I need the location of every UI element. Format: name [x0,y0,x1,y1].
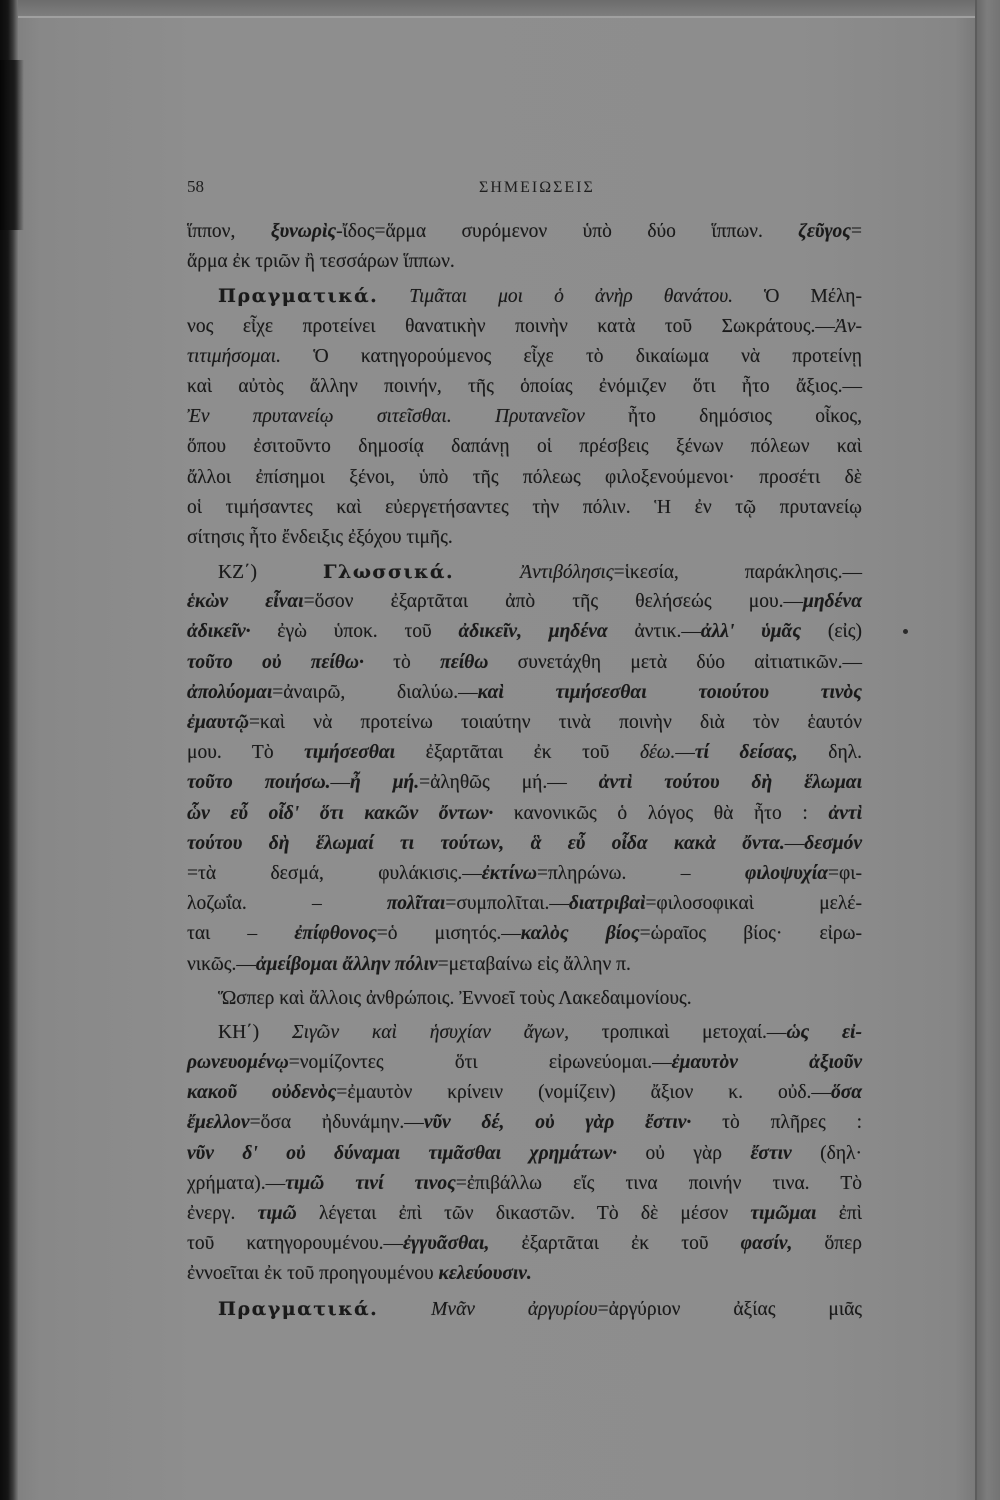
text-run: =ὅσον ἐξαρτᾶται ἀπὸ τῆς θελήσεώς μου.— [303,591,803,613]
text-line [187,1018,862,1048]
bold-italic-term: καλὸς βίος [520,923,640,945]
text-line [187,1078,862,1108]
text-run: ΚΖ΄) [218,562,324,584]
bold-italic-term: τιμῶ [257,1203,297,1224]
text-line [187,342,862,372]
text-run: λέγεται ἐπὶ τῶν δικαστῶν. Τὸ δὲ μέσον [296,1203,751,1224]
text-line [187,1259,862,1289]
italic-term: Ἐν πρυτανείῳ σιτεῖσθαι. Πρυτανεῖον [187,406,585,428]
bold-italic-term: ἦ μή. [350,772,420,794]
text-run: μου. Τὸ [187,742,305,764]
text-line [187,1199,862,1229]
text-line [187,617,862,647]
text-run: (δηλ· [791,1142,862,1164]
bold-italic-term: ζεῦγος [798,221,851,242]
bold-italic-term: ἐγγυᾶσθαι, [403,1233,490,1255]
italic-term: δέω. [639,742,676,764]
text-run: ὅπου ἐσιτοῦντο δημοσίᾳ δαπάνῃ οἱ πρέσβεις ξένων πόλεων καὶ [187,436,862,458]
text-line [187,1139,862,1169]
text-line [187,919,862,949]
bold-italic-term: καὶ τιμήσεσθαι τοιούτου τινὸς [477,681,862,703]
bold-italic-term: νῦν δέ, οὐ γὰρ ἔστιν· [423,1112,692,1134]
bold-italic-term: νῦν δ' οὐ δύναμαι τιμᾶσθαι χρημάτων· [187,1142,618,1164]
text-run: ἐγὼ ὑποκ. τοῦ [250,621,459,643]
text-run: =συμπολῖται.— [445,893,569,915]
text-run: — [675,742,695,764]
text-run: νος εἶχε προτείνει θανατικὴν ποινὴν κατὰ τοῦ Σωκράτους.— [187,315,835,337]
paragraph [187,217,862,277]
bold-italic-term: ὅσα [830,1082,862,1104]
bold-italic-term: πολῖται [386,893,446,915]
ink-speck [903,629,908,634]
text-run: =μεταβαίνω εἰς ἄλλην π. [437,953,631,975]
text-run: καὶ αὐτὸς ἄλλην ποινήν, τῆς ὁποίας ἐνόμιζεν ὅτι ἦτο ἄξιος.— [187,375,862,397]
italic-term: Μνᾶν ἀργυρίου [378,1298,598,1320]
text-run: ἐξαρτᾶται ἐκ τοῦ [395,742,640,764]
text-run: =ἱκεσία, παράκλησις.— [613,562,862,584]
text-run: ἦτο δημόσιος οἶκος, [584,406,862,428]
text-line [187,1229,862,1259]
text-line [187,950,862,980]
text-run: ἐπὶ [816,1203,863,1224]
text-run: τροπικαὶ μετοχαί.— [568,1021,787,1043]
text-line [187,708,862,738]
bold-italic-term: ἀπολύομαι [187,681,273,703]
bold-italic-term: ὧν εὖ οἶδ' ὅτι κακῶν ὄντων· [187,802,494,824]
text-run: ἐνεργ. [187,1203,258,1224]
bold-italic-term: τοῦτο οὐ πείθω· [187,651,364,673]
text-run: Ὁ κατηγορούμενος εἶχε τὸ δικαίωμα νὰ προτείνῃ [280,345,862,367]
paragraph [187,1294,862,1324]
paragraph [187,984,862,1014]
paragraph [187,557,862,980]
text-run: (εἰς) [801,621,862,643]
text-line [187,1108,862,1138]
page-edge-shadow [0,60,24,230]
page-number: 58 [187,177,204,196]
text-run: =νομίζοντες ὅτι εἰρωνεύομαι.— [288,1052,672,1074]
text-run: συνετάχθη μετὰ δύο αἰτιατικῶν.— [488,651,862,673]
text-run: τὸ [363,651,441,673]
paragraph [187,1018,862,1290]
text-line [187,768,862,798]
text-run: ἀντικ.— [607,621,701,643]
text-run: ΚΗ΄) [218,1021,292,1043]
text-run: τοῦ κατηγορουμένου.— [187,1233,404,1255]
bold-italic-term: ἑκὼν εἶναι [187,591,304,613]
text-run: ἵππον, [187,221,271,242]
text-run: ὅπερ [792,1233,862,1255]
bold-italic-term: ἀντὶ τούτου δὴ ἕλωμαι [598,772,862,794]
text-line [187,678,862,708]
text-line [187,859,862,889]
text-run: =ἐμαυτὸν κρίνειν (νομίζειν) ἄξιον κ. οὐδ.— [336,1082,831,1104]
text-run: ἄλλοι ἐπίσημοι ξένοι, ὑπὸ τῆς πόλεως φιλοξενούμενοι· προσέτι δὲ [187,466,862,488]
text-line [187,1294,862,1324]
text-run: ται – [187,923,295,945]
bold-italic-term: μηδένα [803,591,862,613]
text-run: ἐννοεῖται ἐκ τοῦ προηγουμένου [187,1263,439,1285]
text-run: οὐ γὰρ [617,1142,751,1164]
text-line [187,312,862,342]
bold-italic-term: ἔστιν [750,1142,792,1164]
bold-italic-term: τιμῶμαι [750,1203,817,1224]
italic-term: Τιμᾶται μοι ὁ ἀνὴρ θανάτου. [378,286,734,308]
bold-italic-term: δεσμόν [804,832,862,854]
bold-italic-term: ἀδικεῖν, μηδένα [458,621,608,643]
text-run: δηλ. [797,742,863,764]
text-run: =ὅσα ἠδυνάμην.— [249,1112,424,1134]
section-heading: Πραγματικά. [218,1297,379,1320]
bold-italic-term: ἐπίφθονος [294,923,377,945]
text-line [187,281,862,311]
bold-italic-term: τιμήσεσθαι [304,742,396,764]
bold-italic-term: πείθω [440,651,489,673]
section-heading: Γλωσσικά. [323,561,455,584]
bold-italic-term: τούτου δὴ ἕλωμαί τι τούτων, ἃ εὖ οἶδα κακὰ ὄντα. [187,832,785,854]
text-run: =φιλοσοφικαὶ μελέ- [645,893,862,915]
text-run: — [330,772,351,794]
text-run: κανονικῶς ὁ λόγος θὰ ἦτο : [493,802,829,824]
text-run: νικῶς.— [187,953,256,975]
text-line [187,799,862,829]
text-line [187,648,862,678]
text-run: =πληρώνω. – [536,862,745,884]
text-line [187,493,862,523]
text-line [187,217,862,247]
running-title: ΣΗΜΕΙΩΣΕΙΣ [479,179,595,196]
text-line [187,1169,862,1199]
text-run: =ὁ μισητός.— [376,923,521,945]
text-run: χρήματα).— [187,1172,286,1194]
text-run: — [784,832,805,854]
text-run: =ὡραῖος βίος· εἰρω- [639,923,862,945]
page-edge-right [975,0,1000,1500]
text-run: -ἴδος=ἅρμα συρόμενον ὑπὸ δύο ἵππων. [336,221,799,242]
italic-term: Σιγῶν καὶ ἡσυχίαν ἄγων, [291,1021,569,1043]
bold-italic-term: ἔμελλον [187,1112,250,1134]
text-run: οἱ τιμήσαντες καὶ εὐεργετήσαντες τὴν πόλιν. Ἡ ἐν τῷ πρυτανείῳ [187,496,862,518]
text-run: λοζωΐα. – [187,893,387,915]
italic-term: τιτιμήσομαι. [187,345,281,367]
text-line [187,463,862,493]
text-run: Ὁ Μέλη- [733,286,863,308]
bold-italic-term: ἐμαυτῷ [187,712,249,733]
text-run: = [851,221,862,242]
section-heading: Πραγματικά. [218,285,379,308]
text-run: =τὰ δεσμά, φυλάκισις.— [187,862,482,884]
text-line [187,984,862,1014]
text-run: =ἀναιρῶ, διαλύω.— [272,681,478,703]
text-run: =ἀληθῶς μή.— [419,772,599,794]
text-line [187,523,862,553]
text-line [187,889,862,919]
bold-italic-term: ἐκτίνω [481,862,537,884]
text-run: ἐξαρτᾶται ἐκ τοῦ [489,1233,741,1255]
text-run: =ἀργύριον ἀξίας μιᾶς [597,1298,863,1320]
text-line [187,1048,862,1078]
text-line [187,557,862,587]
text-run: ἅρμα ἐκ τριῶν ἢ τεσσάρων ἵππων. [187,251,455,273]
text-line [187,829,862,859]
text-line [187,372,862,402]
bold-italic-term: τιμῶ τινί τινος [285,1172,456,1194]
text-run: σίτησις ἦτο ἔνδειξις ἐξόχου τιμῆς. [187,526,453,548]
text-line [187,587,862,617]
text-line [187,247,862,277]
bold-italic-term: ἀμείβομαι ἄλλην πόλιν [255,953,438,975]
paragraph [187,281,862,553]
text-run: =καὶ νὰ προτείνω τοιαύτην τινὰ ποινὴν διὰ τὸν ἑαυτόν [248,712,862,733]
text-run: =φι- [828,862,863,884]
text-run: =ἐπιβάλλω εἴς τινα ποινήν τινα. Τὸ [455,1172,862,1194]
page-edge-top [18,0,976,18]
bold-italic-term: φιλοψυχία [744,862,829,884]
text-run: Ὥσπερ καὶ ἄλλοις ἀνθρώποις. Ἐννοεῖ τοὺς Λακεδαιμονίους. [218,987,692,1009]
bold-italic-term: κελεύουσιν. [438,1263,532,1285]
text-line [187,432,862,462]
text-line [187,738,862,768]
italic-term: Ἀν- [834,315,862,337]
bold-italic-term: ἀντὶ [828,802,862,824]
bold-italic-term: τοῦτο ποιήσω. [187,772,331,794]
bold-italic-term: ρωνευομένῳ [187,1052,289,1074]
text-line [187,402,862,432]
bold-italic-term: διατριβαὶ [568,893,646,915]
bold-italic-term: φασίν, [740,1233,793,1255]
bold-italic-term: ἀδικεῖν· [187,621,251,643]
bold-italic-term: ἀλλ' ὑμᾶς [700,621,802,643]
bold-italic-term: κακοῦ οὐδενὸς [187,1082,337,1104]
bold-italic-term: τί δείσας, [694,742,798,764]
text-body [187,217,862,1324]
bold-italic-term: ξυνωρὶς [270,221,337,242]
bold-italic-term: ἐμαυτὸν ἀξιοῦν [671,1052,862,1074]
italic-term: Ἀντιβόλησις [454,562,614,584]
bold-italic-term: ὡς εἰ- [786,1021,862,1043]
text-run: τὸ πλῆρες : [691,1112,862,1134]
